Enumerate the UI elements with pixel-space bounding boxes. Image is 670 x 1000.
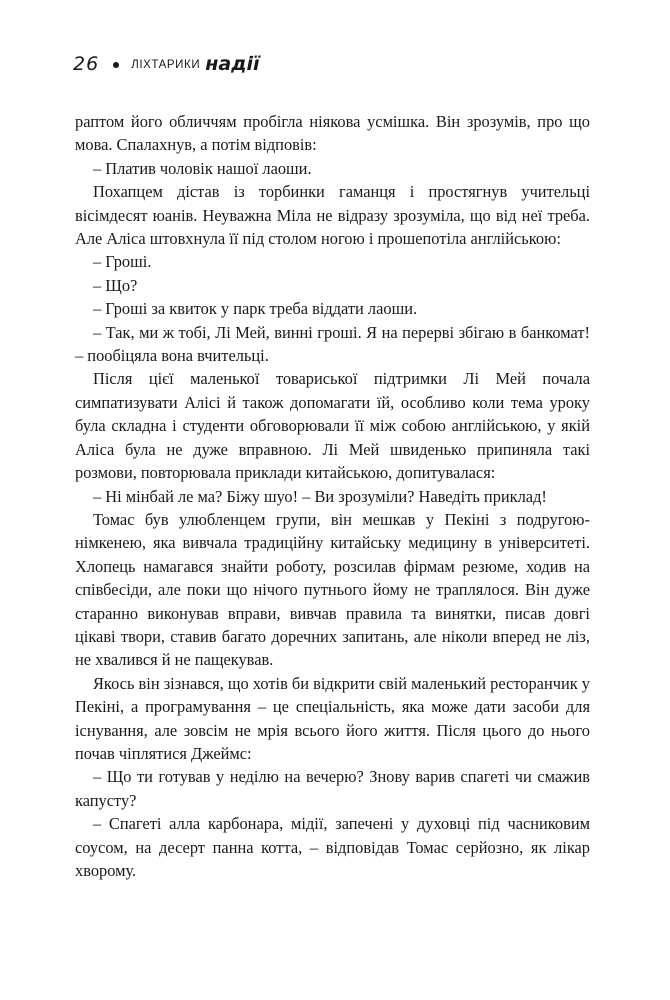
paragraph: раптом його обличчям пробігла ніякова усмішка. Він зрозумів, про що мова. Спалахнув, а потім відповів:	[75, 112, 590, 155]
running-head	[73, 40, 260, 74]
paragraph: – Платив чоловік нашої лаоши.	[93, 158, 312, 178]
paragraph: Після цієї маленької товариської підтримки Лі Мей почала симпатизувати Алісі й також допомагати їй, особливо коли тема уроку була складна і студенти обговорювали її між собою англійською, у якій Аліса була не дуже вправною. Лі Мей швиденько припиняла такі розмови, повторювала приклади китайською, допитувалася:	[75, 369, 590, 483]
paragraph: – Спагеті алла карбонара, мідії, запечені у духовці під часниковим соусом, на десерт панна котта, – відповідав Томас серйозно, як лікар хворому.	[75, 814, 590, 880]
paragraph: Похапцем дістав із торбинки гаманця і простягнув учительці вісімдесят юанів. Неуважна Міла не відразу зрозуміла, що від неї треба. Але Аліса штовхнула її під столом ногою і прошепотіла англійською:	[75, 182, 590, 249]
paragraph: – Що?	[93, 275, 138, 295]
book-title-script: надії	[205, 53, 260, 75]
paragraph: – Гроші за квиток у парк треба віддати лаоши.	[93, 299, 418, 319]
body-text	[75, 110, 590, 882]
paragraph: – Ні мінбай ле ма? Біжу шуо! – Ви зрозуміли? Наведіть приклад!	[93, 486, 547, 506]
paragraph: Якось він зізнався, що хотів би відкрити свій маленький ресторанчик у Пекіні, а програмування – це спеціальність, яка може дати засоби для існування, але зовсім не мрія всього його життя. Після цього до нього почав чіплятися Джеймс:	[75, 673, 590, 763]
bullet-separator-icon	[113, 62, 119, 68]
paragraph: – Гроші.	[93, 252, 152, 272]
paragraph: – Так, ми ж тобі, Лі Мей, винні гроші. Я на перерві збігаю в банкомат! – пообіцяла вона вчительці.	[75, 322, 590, 366]
paragraph: – Що ти готував у неділю на вечерю? Знову варив спагеті чи смажив капусту?	[75, 767, 590, 810]
paragraph: Томас був улюбленцем групи, він мешкав у Пекіні з подругою-німкенею, яка вивчала традиційну китайську медицину в університеті. Хлопець намагався знайти роботу, розсилав фірмам резюме, ходив на співбесіди, але поки що нічого путнього йому не траплялося. Він дуже старанно виконував вправи, вивчав правила та винятки, писав довгі цікаві твори, ставив багато доречних запитань, але ніколи вперед не ліз, не хвалився й не пащекував.	[75, 509, 590, 670]
book-title-caps: ЛІХТАРИКИ	[131, 58, 201, 71]
page-number: 26	[73, 53, 100, 75]
